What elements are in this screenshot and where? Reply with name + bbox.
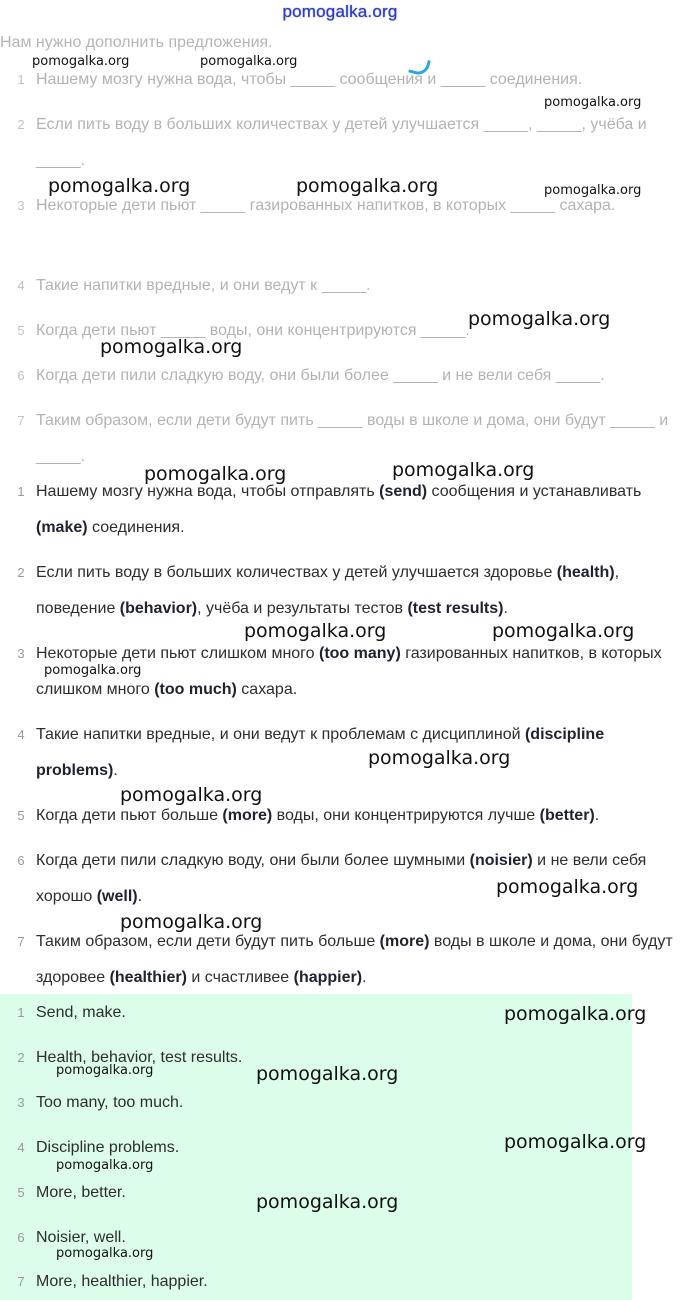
task-text: Некоторые дети пьют _____ газированных напитков, в которых _____ сахара. (36, 197, 616, 214)
task-number: 5 (17, 323, 25, 338)
task-text: Такие напитки вредные, и они ведут к _____. (36, 277, 371, 294)
watermark: pomogalka.org (296, 175, 439, 197)
watermark: pomogalka.org (120, 911, 263, 933)
task-number: 1 (17, 72, 25, 87)
short-answer-number: 2 (17, 1050, 25, 1065)
site-brand[interactable]: pomogalka.org (282, 2, 398, 21)
answer-number: 4 (17, 727, 25, 742)
answer-number: 1 (17, 484, 25, 499)
short-answer-number: 7 (17, 1274, 25, 1289)
short-answer-text: Send, make. (36, 1004, 126, 1021)
watermark: pomogalka.org (120, 784, 263, 806)
answer-text: Такие напитки вредные, и они ведут к проблемам с дисциплиной (discipline problems). (36, 726, 605, 779)
answer-text: Когда дети пьют больше (more) воды, они концентрируются лучше (better). (36, 807, 600, 824)
answer-text: Нашему мозгу нужна вода, чтобы отправлять (send) сообщения и устанавливать (make) соединения. (36, 483, 642, 536)
task-text: Когда дети пили сладкую воду, они были более _____ и не вели себя _____. (36, 367, 605, 384)
task-text: Таким образом, если дети будут пить _____ воды в школе и дома, они будут _____ и _____. (36, 412, 669, 465)
answer-text: Когда дети пили сладкую воду, они были более шумными (noisier) и не вели себя хорошо (well). (36, 852, 647, 905)
short-answer-number: 3 (17, 1095, 25, 1110)
task-number: 6 (17, 368, 25, 383)
watermark: pomogalka.org (392, 459, 535, 481)
short-answer-text: Health, behavior, test results. (36, 1049, 243, 1066)
watermark: pomogalka.org (244, 620, 387, 642)
watermark: pomogalka.org (144, 463, 287, 485)
short-answer-number: 4 (17, 1140, 25, 1155)
task-text: Когда дети пьют _____ воды, они концентрируются _____. (36, 322, 470, 339)
task-number: 3 (17, 198, 25, 213)
watermark: pomogalka.org (544, 95, 642, 110)
task-intro: Нам нужно дополнить предложения. (0, 34, 273, 51)
short-answer-number: 5 (17, 1185, 25, 1200)
watermark: pomogalka.org (544, 183, 642, 198)
answer-number: 6 (17, 853, 25, 868)
short-answer-number: 6 (17, 1230, 25, 1245)
task-text: Если пить воду в больших количествах у детей улучшается _____, _____, учёба и _____. (36, 116, 647, 169)
short-answer-number: 1 (17, 1005, 25, 1020)
watermark: pomogalka.org (504, 1131, 647, 1153)
task-text: Нашему мозгу нужна вода, чтобы _____ сообщения и _____ соединения. (36, 71, 583, 88)
watermark: pomogalka.org (56, 1158, 154, 1173)
short-answer-text: More, healthier, happier. (36, 1273, 208, 1290)
watermark: pomogalka.org (504, 1003, 647, 1025)
answer-number: 7 (17, 934, 25, 949)
watermark: pomogalka.org (256, 1191, 399, 1213)
answer-number: 3 (17, 646, 25, 661)
answer-number: 5 (17, 808, 25, 823)
short-answer-text: Too many, too much. (36, 1094, 184, 1111)
watermark: pomogalka.org (32, 54, 130, 69)
answer-text: Таким образом, если дети будут пить больше (more) воды в школе и дома, они будут здоровее (healthier) и счастливее (happier). (36, 933, 673, 986)
watermark: pomogalka.org (468, 308, 611, 330)
watermark: pomogalka.org (200, 54, 298, 69)
task-number: 7 (17, 413, 25, 428)
task-number: 2 (17, 117, 25, 132)
watermark: pomogalka.org (56, 1063, 154, 1078)
answer-text: Некоторые дети пьют слишком много (too many) газированных напитков, в которых слишком много (too much) сахара. (36, 645, 662, 698)
short-answer-text: Discipline problems. (36, 1139, 180, 1156)
short-answer-text: Noisier, well. (36, 1229, 126, 1246)
answer-text: Если пить воду в больших количествах у детей улучшается здоровье (health), поведение (behavior), учёба и результаты тестов (test results). (36, 564, 620, 617)
task-number: 4 (17, 278, 25, 293)
watermark: pomogalka.org (44, 663, 142, 678)
watermark: pomogalka.org (48, 175, 191, 197)
watermark: pomogalka.org (496, 876, 639, 898)
watermark: pomogalka.org (56, 1246, 154, 1261)
short-answer-text: More, better. (36, 1184, 126, 1201)
watermark: pomogalka.org (100, 336, 243, 358)
watermark: pomogalka.org (256, 1063, 399, 1085)
watermark: pomogalka.org (492, 620, 635, 642)
watermark: pomogalka.org (368, 747, 511, 769)
answer-number: 2 (17, 565, 25, 580)
